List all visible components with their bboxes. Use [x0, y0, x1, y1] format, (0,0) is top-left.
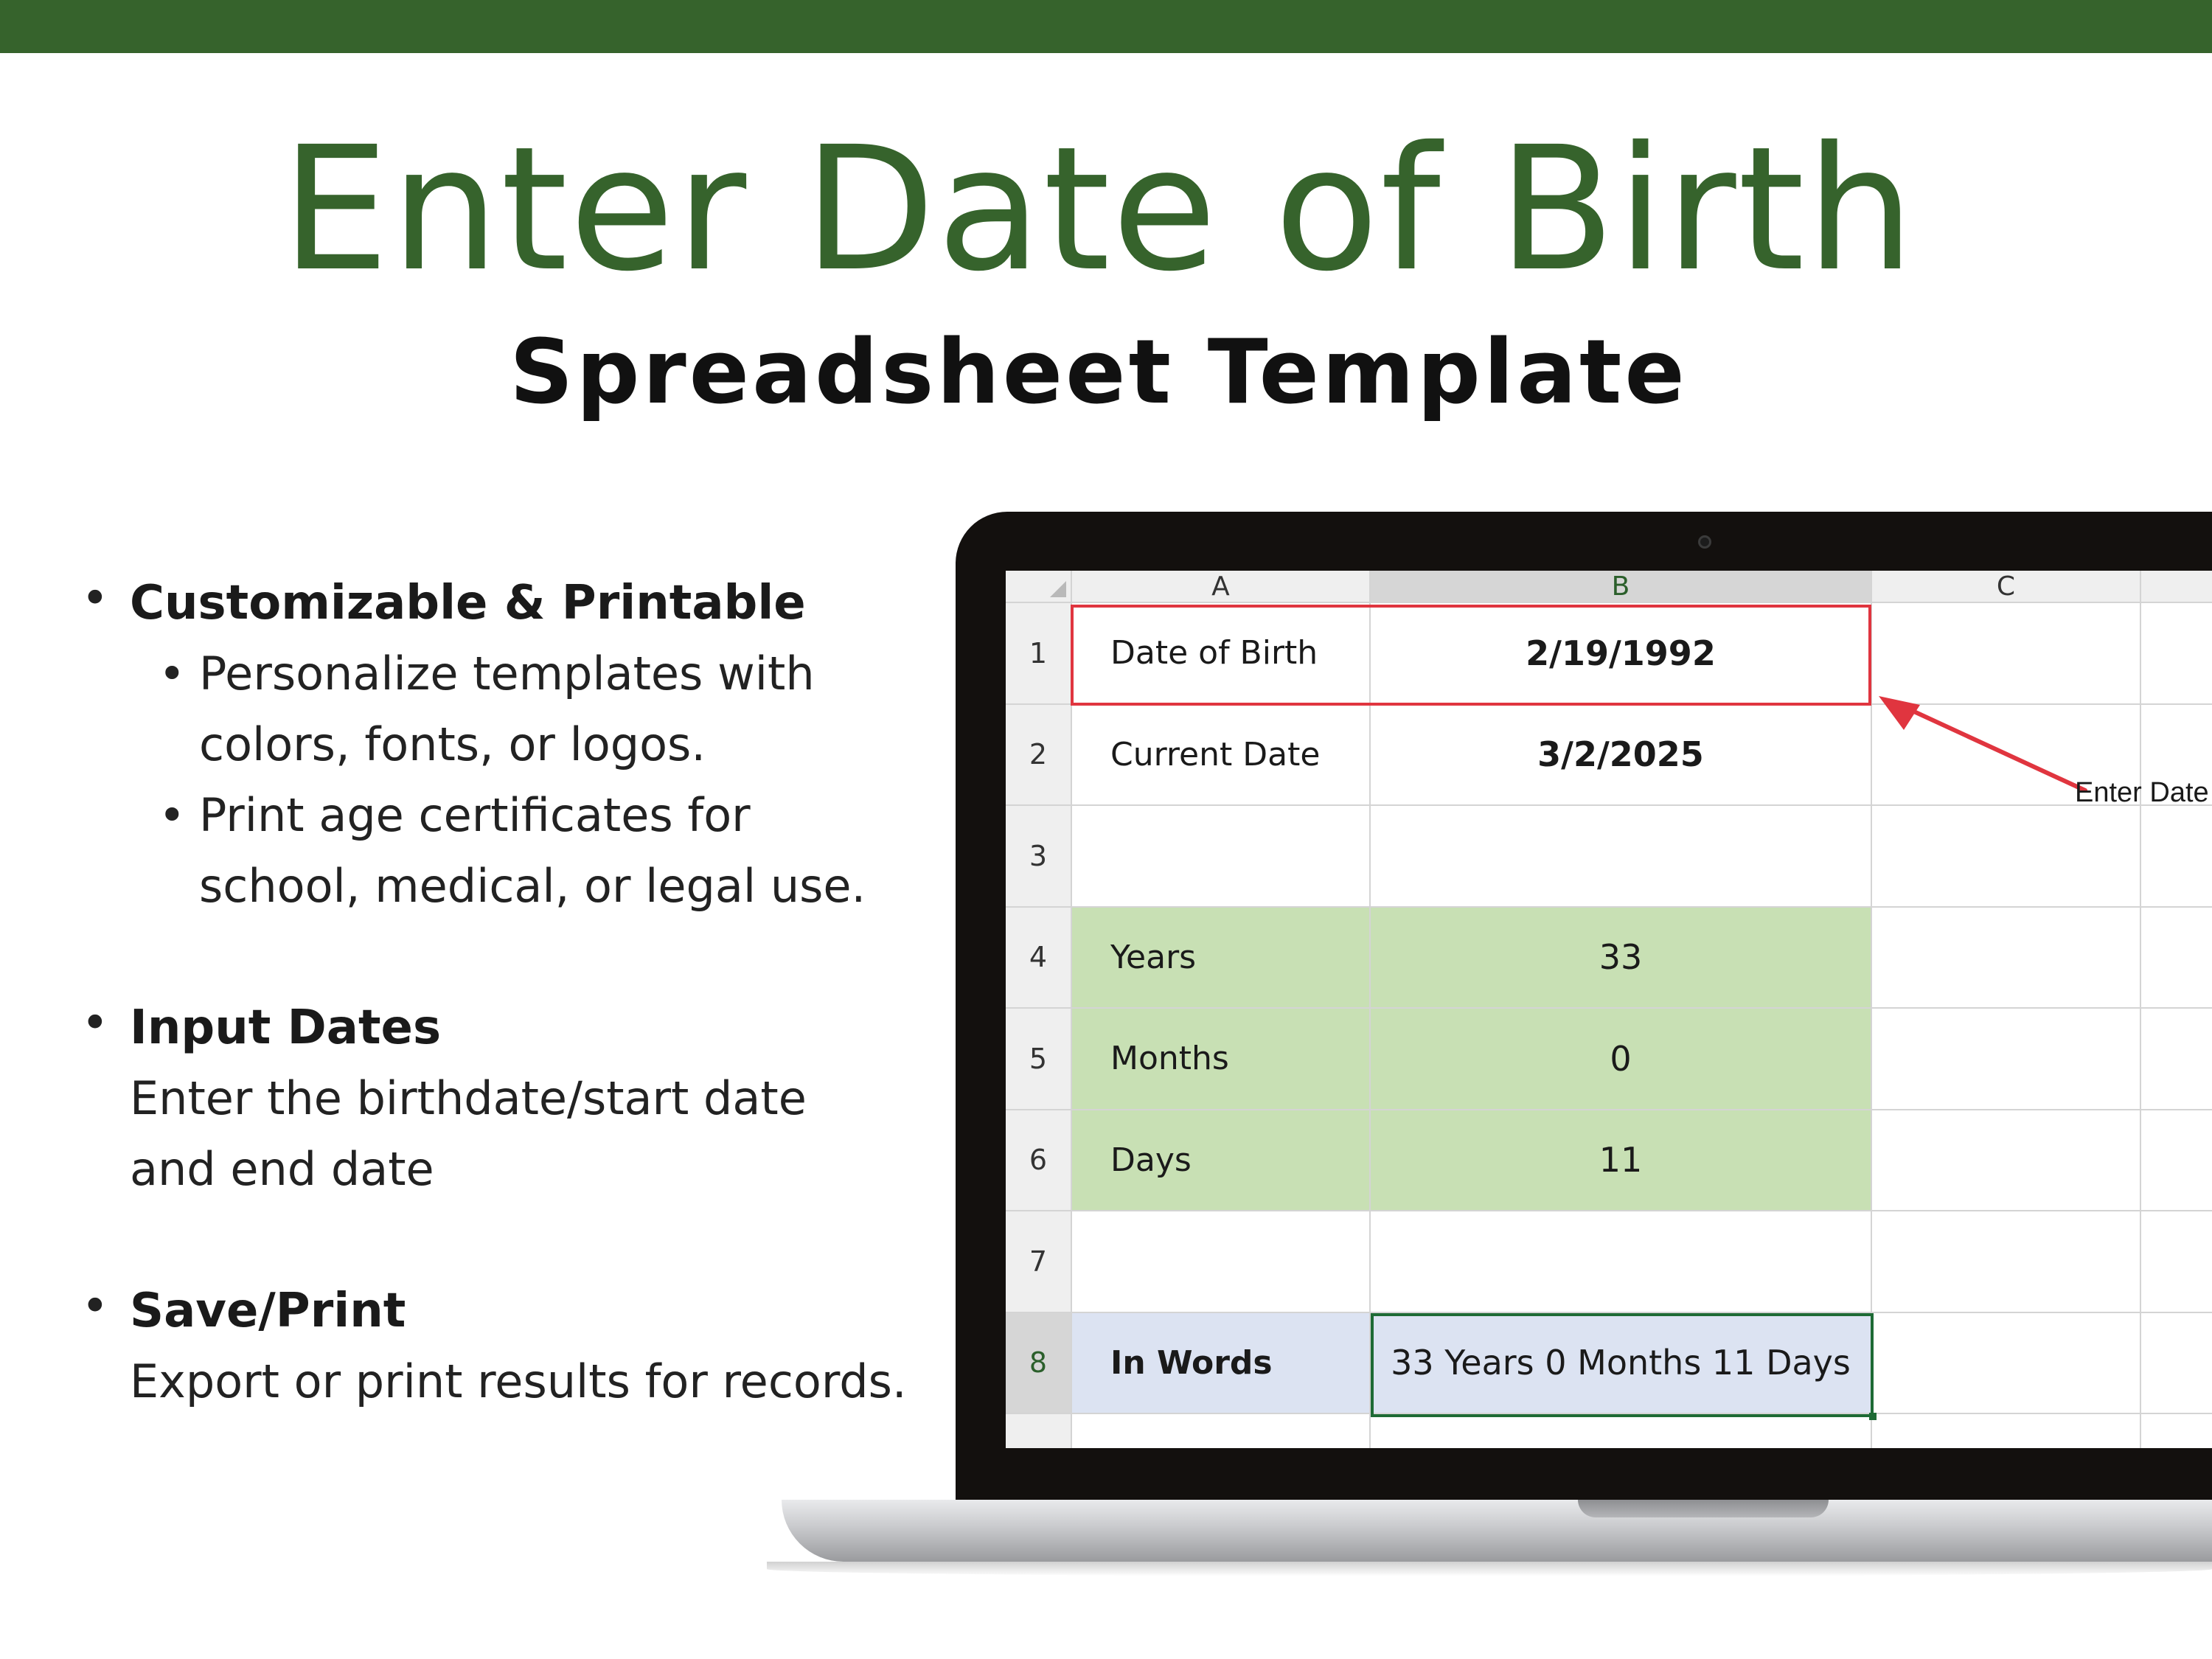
laptop-shadow — [767, 1562, 2212, 1576]
row-header-2[interactable]: 2 — [1006, 705, 1072, 807]
laptop-base — [782, 1500, 2212, 1562]
cell-c5[interactable] — [1872, 1009, 2141, 1110]
cell-c4[interactable] — [1872, 908, 2141, 1009]
laptop-screen — [1006, 571, 2212, 1448]
cell-d9[interactable] — [2141, 1414, 2212, 1448]
webcam-icon — [1698, 535, 1711, 549]
laptop-hinge-notch — [1578, 1500, 1829, 1517]
feature-item-save-print — [81, 1276, 959, 1417]
feature-heading: Customizable & Printable — [130, 576, 806, 630]
bullet-icon: • — [81, 571, 109, 626]
cell-c6[interactable] — [1872, 1110, 2141, 1212]
row-header-9[interactable] — [1006, 1414, 1072, 1448]
column-header-c[interactable]: C — [1872, 571, 2141, 603]
feature-heading: Save/Print — [130, 1284, 406, 1338]
cell-b6-days[interactable]: 11 — [1371, 1110, 1872, 1212]
row-header-6[interactable]: 6 — [1006, 1110, 1072, 1212]
cell-b7[interactable] — [1371, 1211, 1872, 1313]
cell-b1-date-of-birth[interactable]: 2/19/1992 — [1371, 603, 1872, 705]
select-all-corner[interactable] — [1006, 571, 1072, 603]
column-header-d[interactable] — [2141, 571, 2212, 603]
cell-c1[interactable] — [1872, 603, 2141, 705]
cell-a1[interactable]: Date of Birth — [1072, 603, 1371, 705]
cell-c8[interactable] — [1872, 1313, 2141, 1415]
cell-b2-current-date[interactable]: 3/2/2025 — [1371, 705, 1872, 807]
cell-a8[interactable]: In Words — [1072, 1313, 1371, 1415]
cell-a3[interactable] — [1072, 806, 1371, 908]
top-accent-bar — [0, 0, 2212, 53]
bullet-icon: • — [81, 996, 109, 1051]
enter-date-note: Enter Date — [2075, 777, 2209, 808]
row-header-3[interactable]: 3 — [1006, 806, 1072, 908]
row-header-1[interactable]: 1 — [1006, 603, 1072, 705]
cell-d7[interactable] — [2141, 1211, 2212, 1313]
laptop-frame — [956, 512, 2212, 1500]
cell-d8[interactable] — [2141, 1313, 2212, 1415]
feature-text-line: and end date — [130, 1142, 434, 1196]
page-subtitle: Spreadsheet Template — [509, 321, 1688, 424]
feature-subitem-line: school, medical, or legal use. — [199, 859, 866, 913]
cell-a4[interactable]: Years — [1072, 908, 1371, 1009]
cell-a7[interactable] — [1072, 1211, 1371, 1313]
cell-b9[interactable] — [1371, 1414, 1872, 1448]
cell-a5[interactable]: Months — [1072, 1009, 1371, 1110]
feature-list — [81, 568, 959, 1417]
cell-b4-years[interactable]: 33 — [1371, 908, 1872, 1009]
red-arrow-icon — [1874, 695, 2096, 798]
cell-c7[interactable] — [1872, 1211, 2141, 1313]
cell-d6[interactable] — [2141, 1110, 2212, 1212]
bullet-icon: • — [81, 1279, 109, 1334]
cell-a6[interactable]: Days — [1072, 1110, 1371, 1212]
cell-d4[interactable] — [2141, 908, 2212, 1009]
cell-d1[interactable] — [2141, 603, 2212, 705]
feature-item-customizable — [81, 568, 959, 922]
feature-item-input-dates — [81, 992, 959, 1205]
page-title: Enter Date of Birth — [281, 110, 1916, 309]
feature-subitem — [159, 639, 959, 780]
column-header-a[interactable]: A — [1072, 571, 1371, 603]
feature-text-line: Export or print results for records. — [130, 1354, 907, 1408]
feature-subitem-line: colors, fonts, or logos. — [199, 717, 706, 771]
feature-subitem-line: Print age certificates for — [199, 788, 751, 842]
cell-c3[interactable] — [1872, 806, 2141, 908]
feature-subitem-line: Personalize templates with — [199, 647, 815, 700]
bullet-icon: • — [159, 647, 186, 700]
cell-d3[interactable] — [2141, 806, 2212, 908]
row-header-7[interactable]: 7 — [1006, 1211, 1072, 1313]
feature-text-line: Enter the birthdate/start date — [130, 1071, 807, 1125]
feature-subitem — [159, 780, 959, 922]
row-header-4[interactable]: 4 — [1006, 908, 1072, 1009]
row-header-5[interactable]: 5 — [1006, 1009, 1072, 1110]
row-header-8[interactable]: 8 — [1006, 1313, 1072, 1415]
cell-b8-in-words[interactable]: 33 Years 0 Months 11 Days — [1371, 1313, 1872, 1415]
bullet-icon: • — [159, 788, 186, 842]
column-header-b[interactable]: B — [1371, 571, 1872, 603]
cell-c9[interactable] — [1872, 1414, 2141, 1448]
cell-d5[interactable] — [2141, 1009, 2212, 1110]
cell-b3[interactable] — [1371, 806, 1872, 908]
cell-b5-months[interactable]: 0 — [1371, 1009, 1872, 1110]
cell-a9[interactable] — [1072, 1414, 1371, 1448]
feature-heading: Input Dates — [130, 1001, 442, 1055]
cell-a2[interactable]: Current Date — [1072, 705, 1371, 807]
